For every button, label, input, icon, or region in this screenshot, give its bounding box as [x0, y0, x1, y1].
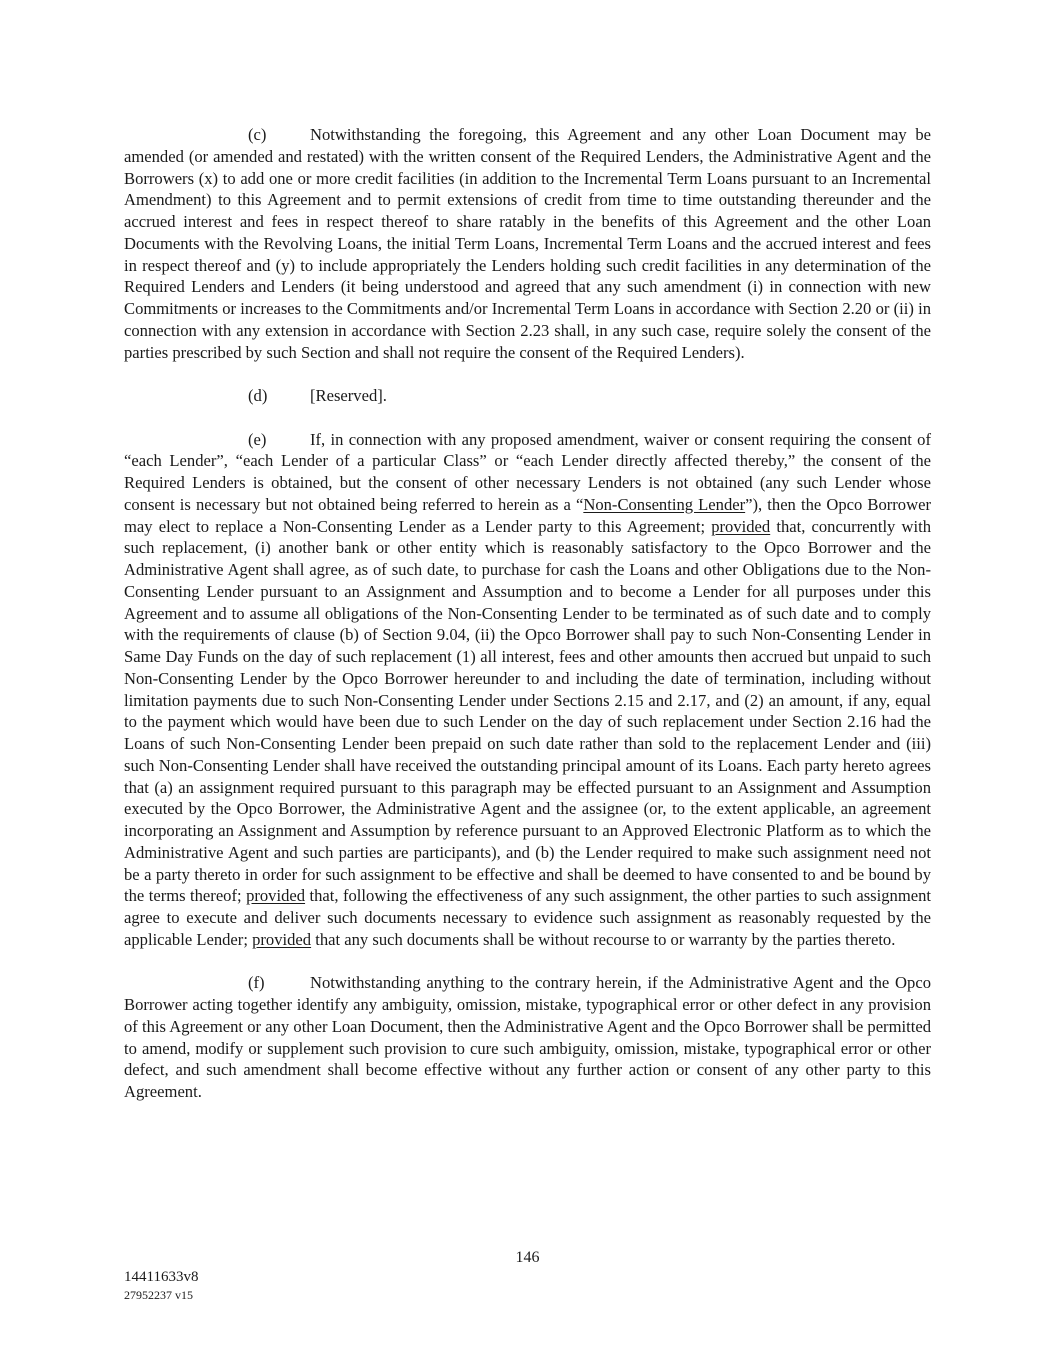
document-id-secondary: 27952237 v15 [124, 1288, 193, 1302]
body-text [124, 124, 931, 1125]
provided-term-1: provided [711, 516, 771, 536]
provided-term-2: provided [246, 886, 306, 906]
paragraph-d [124, 385, 931, 407]
paragraph-e-text-4: that, following the effectiveness of any such assignment, the other parties to such assignment agree to execute and deliver such documents necessary to evidence such assignment as reasonably requested by the applicable Lender; [124, 886, 931, 949]
paragraph-e [124, 429, 931, 951]
provided-term-3: provided [252, 929, 312, 949]
paragraph-e-text-5: that any such documents shall be without recourse to or warranty by the parties thereto. [311, 929, 896, 949]
paragraph-e-label: (e) [248, 429, 267, 449]
paragraph-f-label: (f) [248, 973, 265, 993]
paragraph-d-text: [Reserved]. [310, 386, 387, 405]
paragraph-d-label: (d) [248, 386, 268, 405]
paragraph-c-label: (c) [248, 125, 267, 144]
paragraph-f-text: Notwithstanding anything to the contrary herein, if the Administrative Agent and the Opco Borrower acting together identify any ambiguity, omission, mistake, typographical error or other defect in any provision of this Agreement or any other Loan Document, then the Administrative Agent and the Opco Borrower shall be permitted to amend, modify or supplement such provision to cure such ambiguity, omission, mistake, typographical error or other defect, and such amendment shall become effective without any further action or consent of any other party to this Agreement. [124, 973, 931, 1101]
paragraph-e-text-3: that, concurrently with such replacement, (i) another bank or other entity which is reasonably satisfactory to the Opco Borrower and the Administrative Agent shall agree, as of such date, to purchase for cash the Loans and other Obligations due to the Non-Consenting Lender pursuant to an Assignment and Assumption and to become a Lender for all purposes under this Agreement and to assume all obligations of the Non-Consenting Lender to be terminated as of such date and to comply with the requirements of clause (b) of Section 9.04, (ii) the Opco Borrower shall pay to such Non-Consenting Lender in Same Day Funds on the day of such replacement (1) all interest, fees and other amounts then accrued but unpaid to such Non-Consenting Lender by the Opco Borrower hereunder to and including the date of termination, including without limitation payments due to such Non-Consenting Lender under Sections 2.15 and 2.17, and (2) an amount, if any, equal to the payment which would have been due to such Lender on the day of such replacement under Section 2.16 had the Loans of such Non-Consenting Lender been prepaid on such date rather than sold to the replacement Lender and (iii) such Non-Consenting Lender shall have received the outstanding principal amount of its Loans. Each party hereto agrees that (a) an assignment required pursuant to this paragraph may be effected pursuant to an Assignment and Assumption executed by the Opco Borrower, the Administrative Agent and the assignee (or, to the extent applicable, an agreement incorporating an Assignment and Assumption by reference pursuant to an Approved Electronic Platform as to which the Administrative Agent and such parties are participants), and (b) the Lender required to make such assignment need not be a party thereto in order for such assignment to be effective and shall be deemed to have consented to and be bound by the terms thereof; [124, 516, 931, 906]
paragraph-e-text-1: If, in connection with any proposed amendment, waiver or consent requiring the consent of “each Lender”, “each Lender of a particular Class” or “each Lender directly affected thereby,” the consent of the Required Lenders is obtained, but the consent of other necessary Lenders is not obtained (any such Lender whose consent is necessary but not obtained being referred to herein as a “ [124, 429, 931, 514]
page-number: 146 [515, 1249, 540, 1266]
document-id-primary: 14411633v8 [124, 1269, 199, 1285]
paragraph-c-text: Notwithstanding the foregoing, this Agreement and any other Loan Document may be amended (or amended and restated) with the written consent of the Required Lenders, the Administrative Agent and the Borrowers (x) to add one or more credit facilities (in addition to the Incremental Term Loans pursuant to an Incremental Amendment) to this Agreement and to permit extensions of credit from time to time outstanding thereunder and the accrued interest and fees in respect thereof to share ratably in the benefits of this Agreement and the other Loan Documents with the Revolving Loans, the initial Term Loans, Incremental Term Loans and the accrued interest and fees in respect thereof and (y) to include appropriately the Lenders holding such credit facilities in any determination of the Required Lenders and Lenders (it being understood and agreed that any such amendment (i) in connection with new Commitments or increases to the Commitments and/or Incremental Term Loans in accordance with Section 2.20 or (ii) in connection with any extension in accordance with Section 2.23 shall, in any such case, require solely the consent of the parties prescribed by such Section and shall not require the consent of the Required Lenders). [124, 125, 931, 362]
paragraph-c [124, 124, 931, 363]
paragraph-e-text-2: ”), then the Opco Borrower may elect to replace a Non-Consenting Lender as a Lender party to this Agreement; [124, 494, 931, 536]
paragraph-f [124, 972, 931, 1103]
non-consenting-lender-term: Non-Consenting Lender [583, 494, 746, 514]
